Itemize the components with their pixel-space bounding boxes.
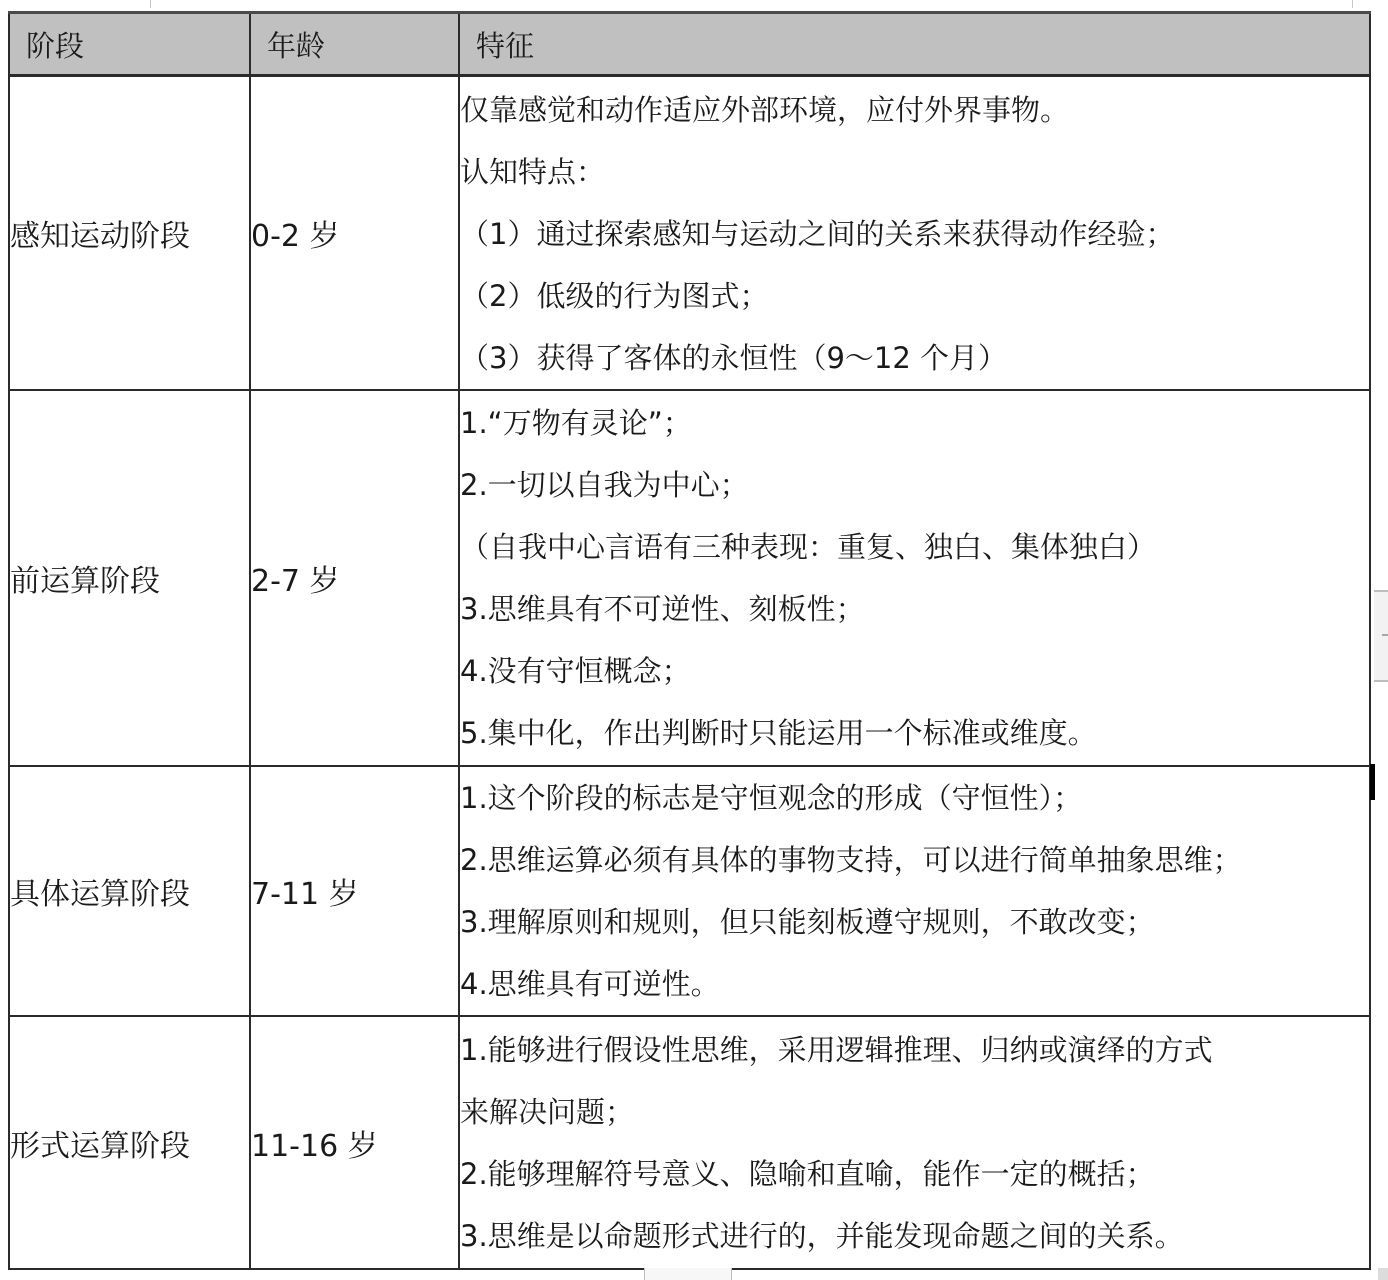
age-cell: 0-2 岁 (250, 76, 459, 391)
side-scroll-handle[interactable] (1374, 590, 1388, 682)
page-corner-mark (150, 0, 151, 8)
age-cell: 7-11 岁 (250, 766, 459, 1016)
header-stage: 阶段 (9, 13, 250, 76)
stage-cell: 感知运动阶段 (9, 76, 250, 391)
header-features: 特征 (459, 13, 1370, 76)
stage-cell: 形式运算阶段 (9, 1016, 250, 1269)
stage-cell: 前运算阶段 (9, 390, 250, 766)
features-cell (459, 390, 1370, 766)
feature-line: （自我中心言语有三种表现：重复、独白、集体独白） (460, 530, 1157, 564)
table-row (9, 76, 1370, 391)
feature-line: 4.思维具有可逆性。 (460, 967, 720, 1001)
feature-line: 1.能够进行假设性思维，采用逻辑推理、归纳或演绎的方式 (460, 1032, 1213, 1067)
features-cell (459, 76, 1370, 391)
feature-line: 来解决问题； (460, 1094, 635, 1129)
feature-line: 认知特点： (460, 155, 606, 189)
feature-line: 1.这个阶段的标志是守恒观念的形成（守恒性）； (460, 781, 1083, 815)
feature-line: 3.理解原则和规则，但只能刻板遵守规则，不敢改变； (460, 905, 1155, 939)
features-cell (459, 1016, 1370, 1269)
age-cell: 2-7 岁 (250, 390, 459, 766)
feature-line: 1.“万物有灵论”； (460, 406, 692, 440)
handle-grip-icon (1382, 634, 1388, 636)
feature-line: 3.思维是以命题形式进行的，并能发现命题之间的关系。 (460, 1218, 1184, 1253)
page-corner-mark (1352, 0, 1353, 8)
feature-line: 仅靠感觉和动作适应外部环境，应付外界事物。 (460, 93, 1070, 127)
table-header-row (9, 13, 1370, 76)
row-resize-marker[interactable] (1370, 764, 1375, 800)
stage-cell: 具体运算阶段 (9, 766, 250, 1016)
feature-line: 3.思维具有不可逆性、刻板性； (460, 592, 865, 626)
feature-line: 4.没有守恒概念； (460, 654, 691, 688)
feature-line: （1）通过探索感知与运动之间的关系来获得动作经验； (460, 217, 1175, 251)
feature-line: 5.集中化，作出判断时只能运用一个标准或维度。 (460, 716, 1097, 750)
feature-line: 2.能够理解符号意义、隐喻和直喻，能作一定的概括； (460, 1156, 1155, 1191)
bottom-tab-handle[interactable] (644, 1268, 732, 1280)
feature-line: （3）获得了客体的永恒性（9～12 个月） (460, 341, 1008, 375)
header-age: 年龄 (250, 13, 459, 76)
table-row (9, 766, 1370, 1016)
age-cell: 11-16 岁 (250, 1016, 459, 1269)
table-row (9, 1016, 1370, 1269)
cognitive-stages-table (8, 11, 1371, 1270)
table-row (9, 390, 1370, 766)
resize-corner-icon[interactable] (1378, 1268, 1388, 1280)
feature-line: 2.思维运算必须有具体的事物支持，可以进行简单抽象思维； (460, 843, 1242, 877)
feature-line: （2）低级的行为图式； (460, 279, 769, 313)
feature-line: 2.一切以自我为中心； (460, 468, 749, 502)
features-cell (459, 766, 1370, 1016)
